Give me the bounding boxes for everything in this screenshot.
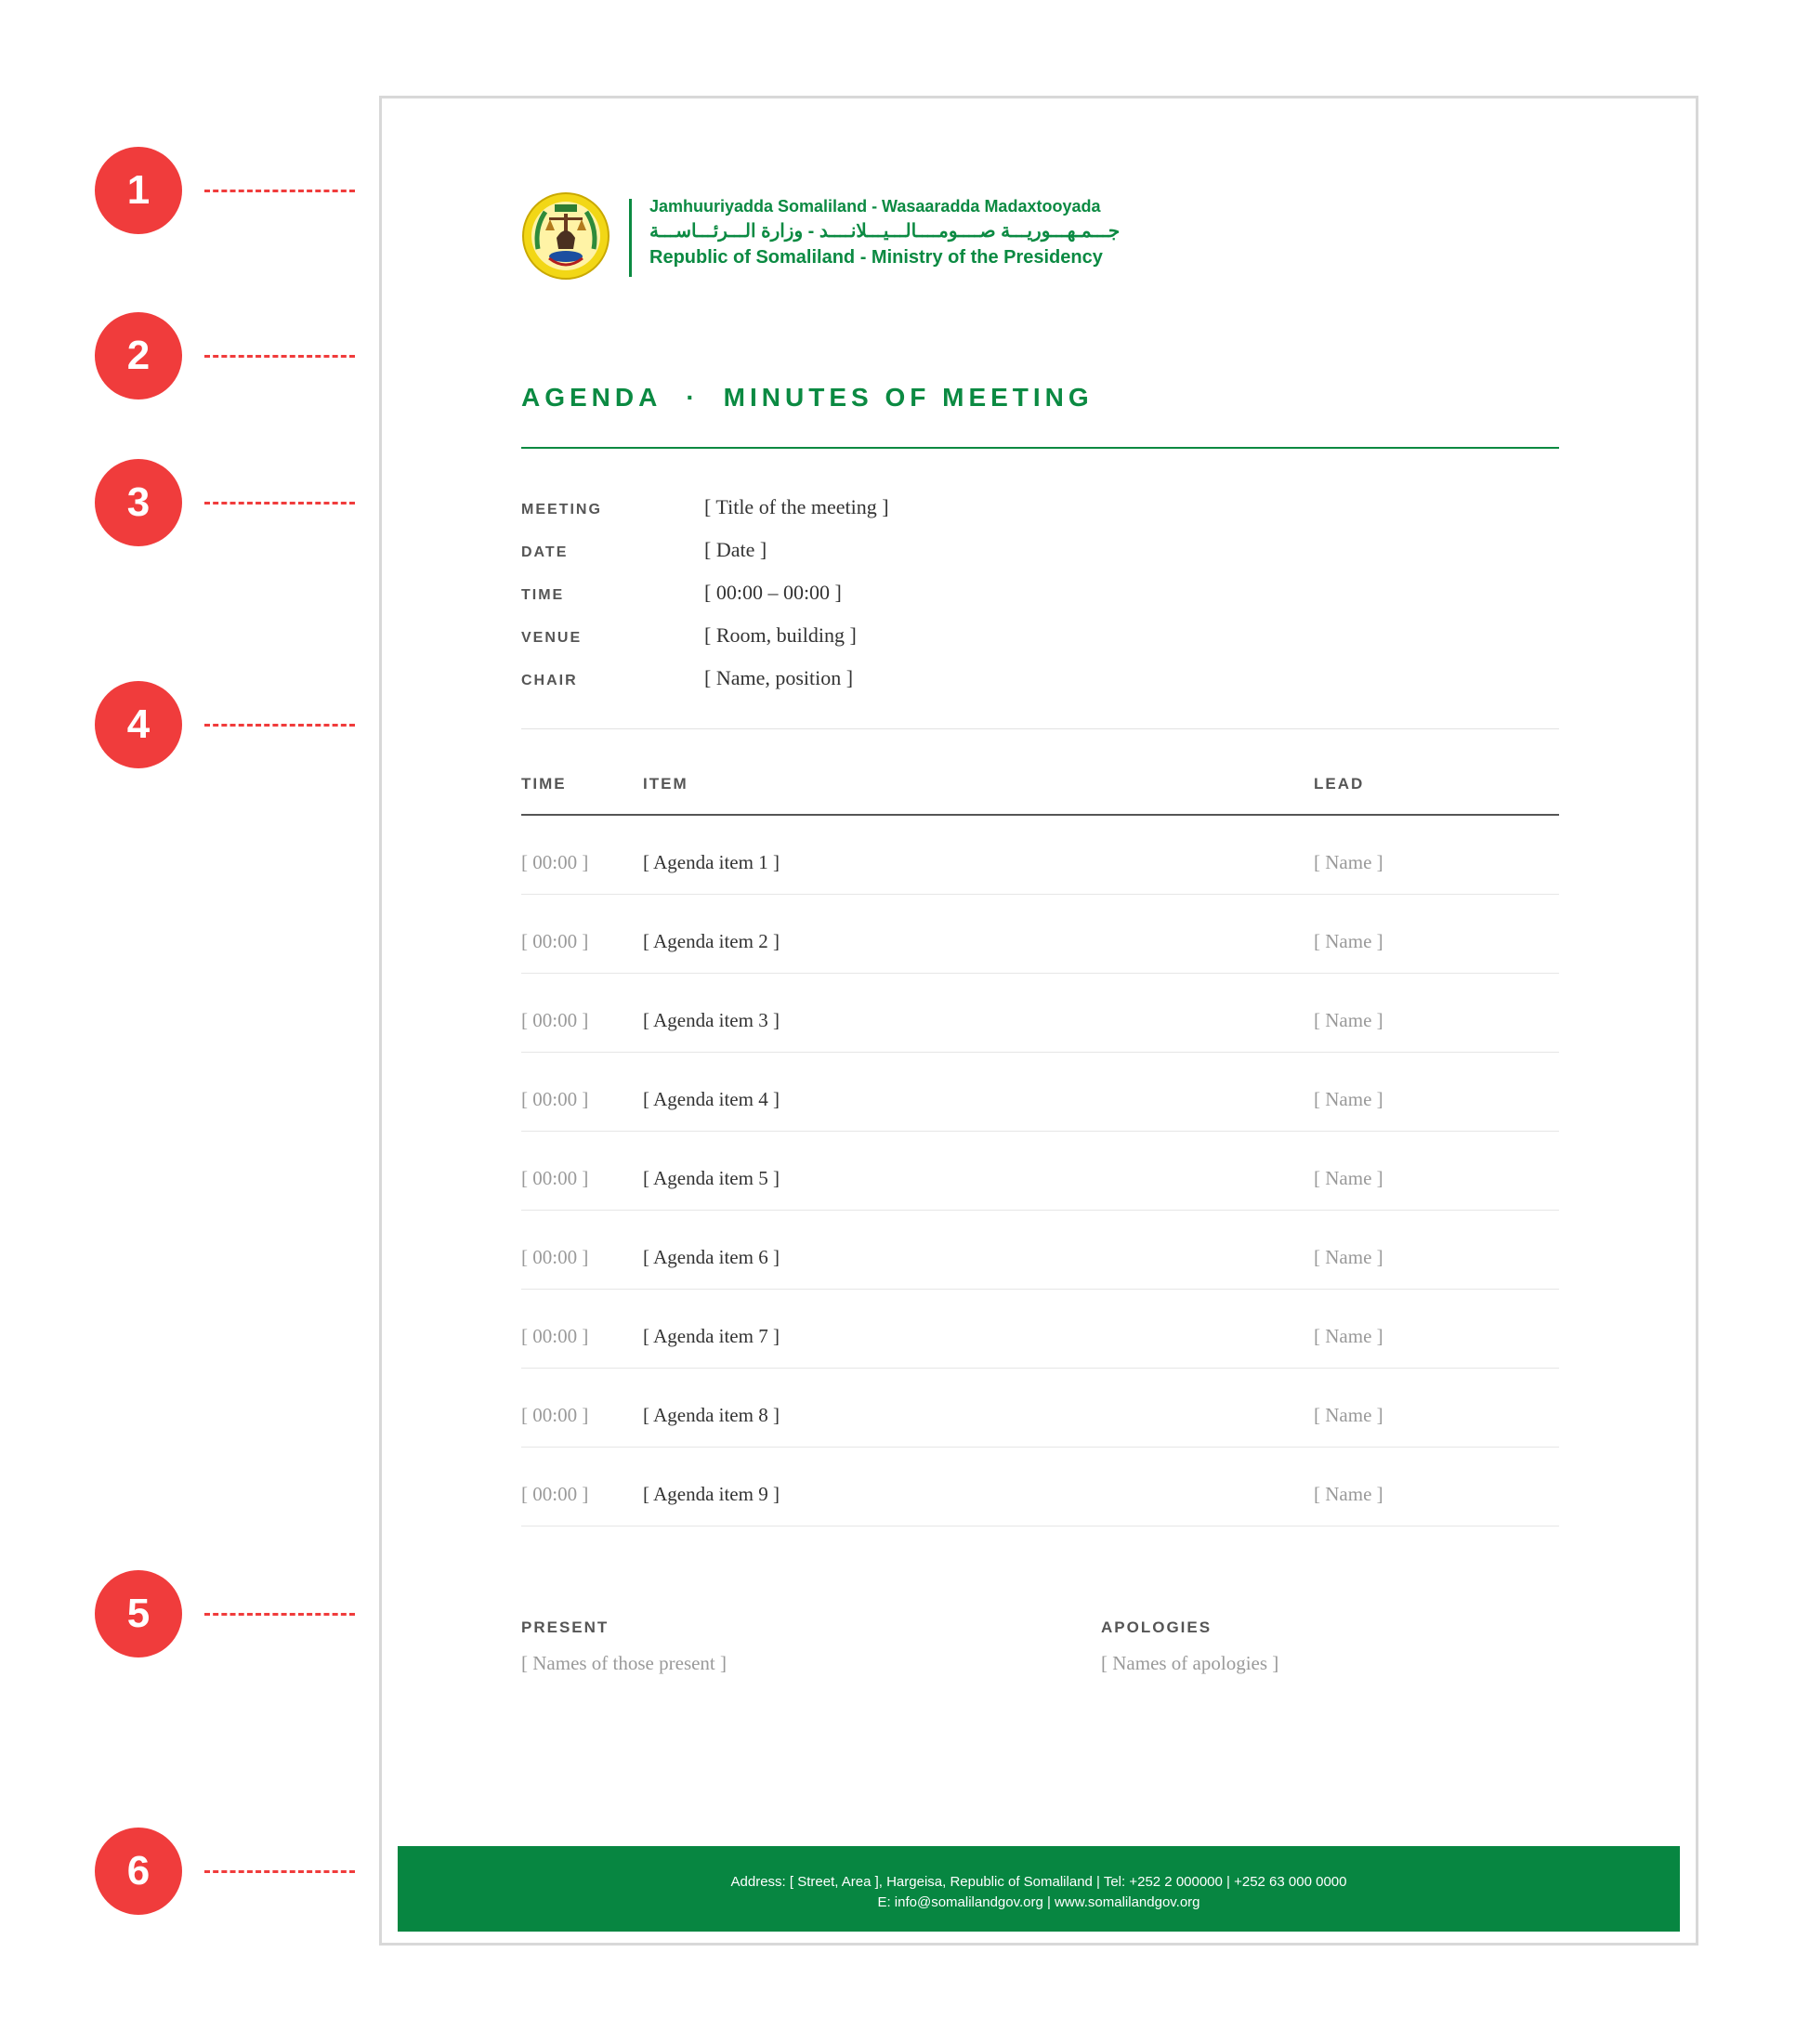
callout-leader-3	[204, 502, 355, 504]
letterhead-arabic: جـــمـهـــوريـــة صــــومــــالـــيـــلانــــد - وزارة الـــرئـــاســـة	[649, 221, 1121, 242]
row-lead[interactable]: [ Name ]	[1314, 1088, 1383, 1110]
meeting-details	[521, 491, 1559, 704]
meta-row-date	[521, 533, 1559, 576]
callout-marker-2: 2	[95, 312, 182, 400]
table-row	[521, 1211, 1559, 1290]
callout-marker-1: 1	[95, 147, 182, 234]
callout-marker-6: 6	[95, 1828, 182, 1915]
callout-marker-4: 4	[95, 681, 182, 768]
row-lead[interactable]: [ Name ]	[1314, 1009, 1383, 1031]
meta-row-time	[521, 576, 1559, 619]
apologies-value[interactable]: [ Names of apologies ]	[1101, 1652, 1279, 1674]
row-time[interactable]: [ 00:00 ]	[521, 1483, 589, 1505]
row-item[interactable]: [ Agenda item 1 ]	[643, 851, 780, 873]
callout-marker-5: 5	[95, 1570, 182, 1657]
present-label: PRESENT	[521, 1618, 610, 1636]
column-header-item: ITEM	[643, 775, 688, 793]
row-time[interactable]: [ 00:00 ]	[521, 1246, 589, 1268]
row-lead[interactable]: [ Name ]	[1314, 1246, 1383, 1268]
document-title	[521, 383, 1094, 413]
callout-leader-2	[204, 355, 355, 358]
meta-value[interactable]: [ Room, building ]	[704, 623, 857, 647]
apologies-label: APOLOGIES	[1101, 1618, 1213, 1636]
table-row	[521, 1132, 1559, 1211]
meta-value[interactable]: [ 00:00 – 00:00 ]	[704, 581, 842, 604]
callout-marker-3: 3	[95, 459, 182, 546]
agenda-table	[521, 749, 1559, 1526]
title-agenda: AGENDA	[521, 383, 662, 412]
column-header-time: TIME	[521, 775, 567, 793]
table-row	[521, 895, 1559, 974]
title-minutes: MINUTES OF MEETING	[723, 383, 1094, 412]
callout-leader-4	[204, 724, 355, 727]
meta-label: TIME	[521, 587, 565, 603]
meta-value[interactable]: [ Name, position ]	[704, 666, 854, 689]
row-time[interactable]: [ 00:00 ]	[521, 1167, 589, 1189]
title-rule	[521, 447, 1559, 449]
row-item[interactable]: [ Agenda item 4 ]	[643, 1088, 780, 1110]
row-item[interactable]: [ Agenda item 6 ]	[643, 1246, 780, 1268]
row-lead[interactable]: [ Name ]	[1314, 1167, 1383, 1189]
column-header-lead: LEAD	[1314, 775, 1365, 793]
meta-label: DATE	[521, 544, 569, 560]
callout-leader-5	[204, 1613, 355, 1616]
row-lead[interactable]: [ Name ]	[1314, 930, 1383, 952]
table-row	[521, 1369, 1559, 1448]
meta-label: VENUE	[521, 630, 583, 646]
meta-value[interactable]: [ Title of the meeting ]	[704, 495, 889, 518]
letterhead-somali: Jamhuuriyadda Somaliland - Wasaaradda Madaxtooyada	[649, 197, 1101, 216]
table-row	[521, 1448, 1559, 1526]
section-divider	[521, 728, 1559, 729]
letterhead-divider	[629, 199, 632, 277]
callout-leader-1	[204, 190, 355, 192]
table-row	[521, 974, 1559, 1053]
meta-label: CHAIR	[521, 673, 578, 688]
row-time[interactable]: [ 00:00 ]	[521, 1088, 589, 1110]
row-time[interactable]: [ 00:00 ]	[521, 851, 589, 873]
present-value[interactable]: [ Names of those present ]	[521, 1652, 728, 1674]
table-row	[521, 1290, 1559, 1369]
footer-address: Address: [ Street, Area ], Hargeisa, Republic of Somaliland | Tel: +252 2 000000 | +252 63 000 0000	[730, 1874, 1347, 1890]
row-item[interactable]: [ Agenda item 2 ]	[643, 930, 780, 952]
meta-value[interactable]: [ Date ]	[704, 538, 767, 561]
row-item[interactable]: [ Agenda item 5 ]	[643, 1167, 780, 1189]
agenda-header-row	[521, 749, 1559, 816]
row-item[interactable]: [ Agenda item 7 ]	[643, 1325, 780, 1347]
row-lead[interactable]: [ Name ]	[1314, 1404, 1383, 1426]
letterhead	[649, 195, 1120, 269]
letterhead-english: Republic of Somaliland - Ministry of the Presidency	[649, 247, 1103, 268]
row-lead[interactable]: [ Name ]	[1314, 851, 1383, 873]
row-lead[interactable]: [ Name ]	[1314, 1483, 1383, 1505]
table-row	[521, 1053, 1559, 1132]
callout-leader-6	[204, 1870, 355, 1873]
meta-row-meeting	[521, 491, 1559, 533]
table-row	[521, 816, 1559, 895]
row-item[interactable]: [ Agenda item 9 ]	[643, 1483, 780, 1505]
document-page	[379, 96, 1698, 1946]
title-separator: ·	[686, 383, 700, 412]
row-time[interactable]: [ 00:00 ]	[521, 1404, 589, 1426]
row-time[interactable]: [ 00:00 ]	[521, 1325, 589, 1347]
row-lead[interactable]: [ Name ]	[1314, 1325, 1383, 1347]
row-time[interactable]: [ 00:00 ]	[521, 930, 589, 952]
coat-of-arms-icon	[521, 191, 610, 281]
row-item[interactable]: [ Agenda item 8 ]	[643, 1404, 780, 1426]
footer-contact: E: info@somalilandgov.org | www.somalilandgov.org	[877, 1894, 1200, 1910]
footer-bar	[398, 1846, 1680, 1932]
row-item[interactable]: [ Agenda item 3 ]	[643, 1009, 780, 1031]
meta-row-venue	[521, 619, 1559, 662]
meta-row-chair	[521, 662, 1559, 704]
meta-label: MEETING	[521, 502, 602, 518]
row-time[interactable]: [ 00:00 ]	[521, 1009, 589, 1031]
